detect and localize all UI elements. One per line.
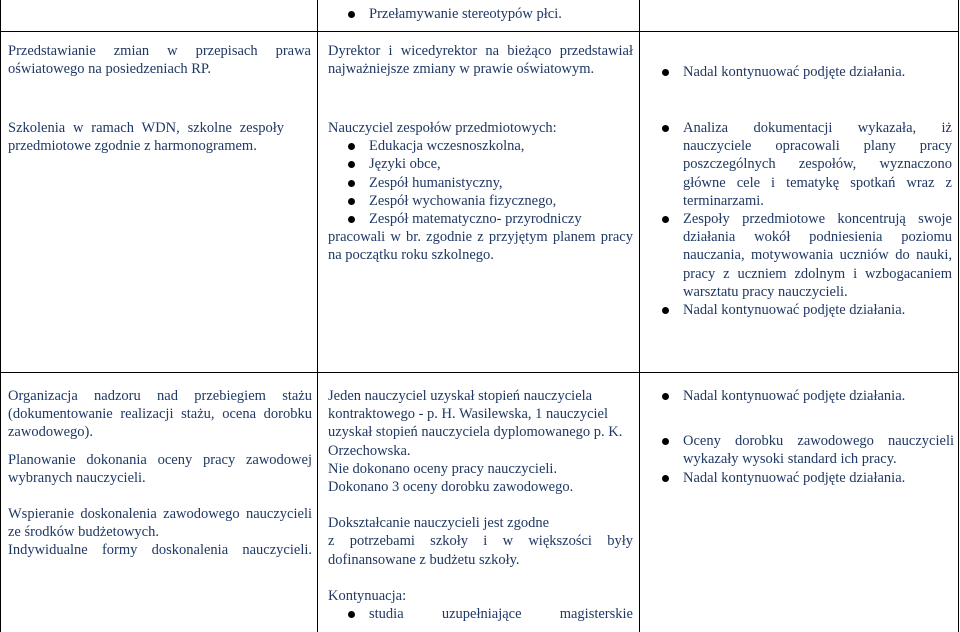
- cell-c1-r1: [8, 42, 311, 78]
- list-item: [348, 605, 633, 623]
- cell-text: Nauczyciel zespołów przedmiotowych:: [328, 120, 557, 136]
- bullet-icon: [662, 216, 669, 223]
- list-item-text: Nadal kontynuować podjęte działania.: [683, 469, 906, 486]
- bullet-icon: [662, 307, 669, 314]
- list-item-text: Analiza dokumentacji wykazała, iż nauczyciele opracowali plany pracy poszczególnych zespołów, wyznaczono główne cele i tematykę spotkań wraz z terminarzami.: [683, 120, 952, 209]
- list-item-text: Przełamywanie stereotypów płci.: [369, 6, 562, 22]
- cell-text: pracowali w br. zgodnie z przyjętym planem pracy na początku roku szkolnego.: [328, 229, 633, 264]
- bullet-icon: [348, 11, 355, 18]
- list-item-text: Zespoły przedmiotowe koncentrują swoje działania wokół podniesienia poziomu nauczania, motywowania uczniów do nauki, pracy z uczniem zdolnym i wzbogacaniem warsztatu pracy nauczycieli.: [683, 211, 952, 300]
- list-item-text: Edukacja wczesnoszkolna,: [369, 138, 525, 155]
- list-item: [348, 5, 633, 23]
- list-item: [348, 192, 633, 210]
- cell-c3-r1: [662, 63, 952, 81]
- list-item: [662, 210, 952, 301]
- cell-c2-r2: [328, 119, 633, 265]
- list-item-text: Oceny dorobku zawodowego nauczycieli wykazały wysoki standard ich pracy.: [683, 433, 954, 468]
- list-item-text: studia uzupełniające magisterskie: [369, 606, 633, 623]
- bullet-icon: [348, 198, 355, 205]
- bullet-icon: [348, 180, 355, 187]
- cell-c1-r3: [8, 387, 312, 560]
- column-divider-1: [317, 0, 318, 632]
- list-item: [662, 301, 952, 319]
- list-item: [662, 387, 954, 405]
- cell-paragraph: Dokonano 3 oceny dorobku zawodowego.: [328, 479, 574, 496]
- cell-c2-r1: [328, 42, 633, 78]
- cell-c3-r3: [662, 387, 954, 487]
- list-item: [348, 137, 633, 155]
- list-item-text: Zespół wychowania fizycznego,: [369, 192, 557, 209]
- cell-paragraph: Nie dokonano oceny pracy nauczycieli.: [328, 460, 558, 477]
- list-item: [348, 155, 633, 173]
- list-item: [662, 432, 954, 468]
- cell-paragraph: Dokształcanie nauczycieli jest zgodne: [328, 515, 550, 532]
- cell-paragraph: Kontynuacja:: [328, 587, 407, 604]
- list-item: [348, 210, 633, 228]
- bullet-icon: [348, 143, 355, 150]
- list-item-text: Nadal kontynuować podjęte działania.: [683, 302, 906, 319]
- cell-paragraph: Organizacja nadzoru nad przebiegiem stażu (dokumentowanie realizacji stażu, ocena dorobku zawodowego).: [8, 388, 312, 441]
- list-item: [662, 469, 954, 487]
- cell-paragraph: Indywidualne formy doskonalenia nauczycieli.: [8, 542, 312, 559]
- list-item: [662, 119, 952, 210]
- list-item-text: Nadal kontynuować podjęte działania.: [683, 64, 906, 80]
- bullet-icon: [662, 69, 669, 76]
- list-item-text: Zespół matematyczno- przyrodniczy: [369, 211, 582, 228]
- cell-c1-r2: [8, 119, 284, 155]
- cell-c2-r0: [328, 5, 633, 23]
- bullet-icon: [662, 125, 669, 132]
- table-border-left: [0, 0, 1, 632]
- cell-text: Dyrektor i wicedyrektor na bieżąco przedstawiał najważniejsze zmiany w prawie oświatowym.: [328, 43, 633, 78]
- cell-paragraph: z potrzebami szkoły i w większości były dofinansowane z budżetu szkoły.: [328, 533, 633, 568]
- cell-text: Szkolenia w ramach WDN, szkolne zespoły przedmiotowe zgodnie z harmonogramem.: [8, 120, 284, 155]
- table-border-right: [958, 0, 959, 632]
- bullet-icon: [348, 611, 355, 618]
- bullet-icon: [348, 216, 355, 223]
- list-item-text: Nadal kontynuować podjęte działania.: [683, 388, 906, 404]
- cell-paragraph: Jeden nauczyciel uzyskał stopień nauczyciela kontraktowego - p. H. Wasilewska, 1 nauczyciel uzyskał stopień nauczyciela dyplomowanego p. K. Orzechowska.: [328, 388, 623, 459]
- cell-paragraph: Planowanie dokonania oceny pracy zawodowej wybranych nauczycieli.: [8, 451, 312, 486]
- row-divider-0: [0, 31, 959, 32]
- list-item: [348, 174, 633, 192]
- list-item-text: Zespół humanistyczny,: [369, 174, 503, 191]
- bullet-icon: [662, 393, 669, 400]
- cell-paragraph: Wspieranie doskonalenia zawodowego nauczycieli ze środków budżetowych.: [8, 506, 312, 541]
- bullet-icon: [348, 161, 355, 168]
- bullet-icon: [662, 438, 669, 445]
- cell-c3-r2: [662, 119, 952, 319]
- list-item: [662, 63, 952, 81]
- column-divider-2: [639, 0, 640, 632]
- cell-c2-r3: [328, 387, 633, 623]
- row-divider-2: [0, 372, 959, 373]
- list-item-text: Języki obce,: [369, 156, 441, 173]
- cell-text: Przedstawianie zmian w przepisach prawa oświatowego na posiedzeniach RP.: [8, 43, 311, 78]
- bullet-icon: [662, 475, 669, 482]
